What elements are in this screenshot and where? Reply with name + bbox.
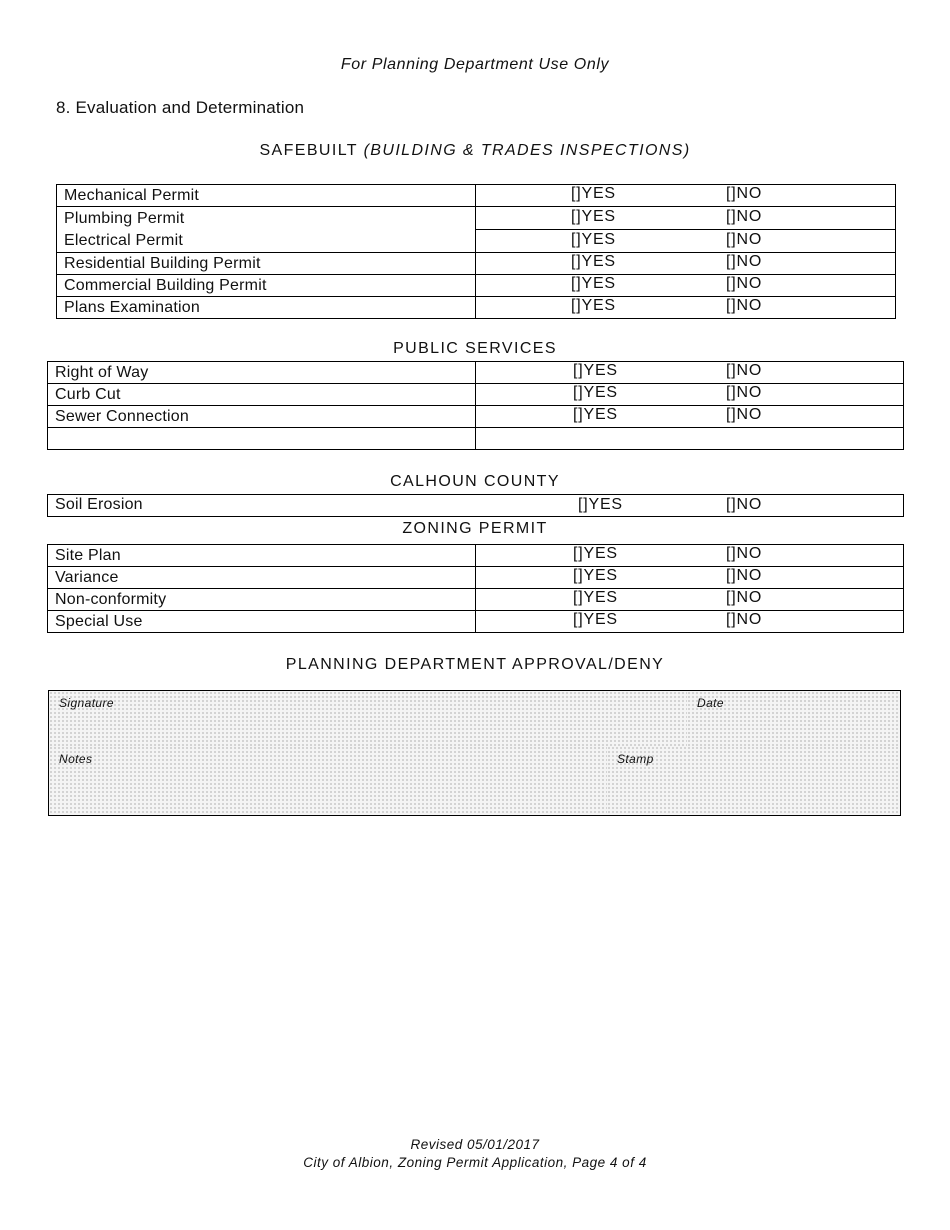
notes-field[interactable] bbox=[48, 746, 609, 816]
stamp-field[interactable] bbox=[607, 746, 901, 816]
yes-checkbox[interactable]: []YES bbox=[573, 384, 618, 401]
public-services-table bbox=[47, 361, 904, 450]
zoning-permit-table bbox=[47, 544, 904, 633]
safebuilt-title: SAFEBUILT bbox=[259, 142, 358, 159]
no-checkbox[interactable]: []NO bbox=[726, 496, 763, 513]
top-note: For Planning Department Use Only bbox=[340, 56, 610, 73]
yes-checkbox[interactable]: []YES bbox=[571, 297, 616, 314]
approval-title: PLANNING DEPARTMENT APPROVAL/DENY bbox=[285, 656, 665, 673]
safebuilt-table bbox=[56, 184, 896, 319]
no-checkbox[interactable]: []NO bbox=[726, 567, 763, 584]
yes-checkbox[interactable]: []YES bbox=[578, 496, 623, 513]
no-checkbox[interactable]: []NO bbox=[726, 589, 763, 606]
row-label: Variance bbox=[48, 567, 476, 589]
zoning-permit-title: ZONING PERMIT bbox=[402, 520, 548, 537]
no-checkbox[interactable]: []NO bbox=[726, 545, 763, 562]
no-checkbox[interactable]: []NO bbox=[726, 611, 763, 628]
date-label: Date bbox=[697, 696, 724, 710]
table-row bbox=[48, 495, 904, 517]
row-label: Plumbing Permit bbox=[64, 210, 185, 227]
section-title: 8. Evaluation and Determination bbox=[56, 98, 305, 117]
signature-label: Signature bbox=[59, 696, 114, 710]
yes-checkbox[interactable]: []YES bbox=[571, 230, 616, 248]
footer-revised: Revised 05/01/2017 bbox=[410, 1137, 540, 1152]
date-field[interactable] bbox=[687, 690, 901, 747]
signature-field[interactable] bbox=[48, 690, 689, 747]
row-label: Sewer Connection bbox=[48, 406, 476, 428]
row-label: Soil Erosion bbox=[55, 496, 143, 513]
row-label: Curb Cut bbox=[48, 384, 476, 406]
row-label: Residential Building Permit bbox=[57, 253, 476, 275]
yes-checkbox[interactable]: []YES bbox=[571, 275, 616, 292]
no-checkbox[interactable]: []NO bbox=[726, 253, 763, 270]
stamp-label: Stamp bbox=[617, 752, 654, 766]
notes-label: Notes bbox=[59, 752, 93, 766]
row-label: Site Plan bbox=[48, 545, 476, 567]
no-checkbox[interactable]: []NO bbox=[726, 384, 763, 401]
safebuilt-subtitle: (BUILDING & TRADES INSPECTIONS) bbox=[363, 142, 691, 159]
footer-page-info: City of Albion, Zoning Permit Application, Page 4 of 4 bbox=[303, 1155, 647, 1170]
row-label: Commercial Building Permit bbox=[57, 275, 476, 297]
no-checkbox[interactable]: []NO bbox=[726, 185, 763, 202]
yes-checkbox[interactable]: []YES bbox=[571, 185, 616, 202]
row-label: Special Use bbox=[48, 611, 476, 633]
table-row bbox=[57, 253, 896, 275]
table-row bbox=[48, 567, 904, 589]
yes-checkbox[interactable]: []YES bbox=[573, 545, 618, 562]
public-services-title: PUBLIC SERVICES bbox=[393, 340, 557, 357]
safebuilt-heading bbox=[0, 142, 950, 160]
table-row bbox=[48, 406, 904, 428]
no-checkbox[interactable]: []NO bbox=[726, 207, 763, 225]
yes-checkbox[interactable]: []YES bbox=[571, 253, 616, 270]
no-checkbox[interactable]: []NO bbox=[726, 362, 763, 379]
no-checkbox[interactable]: []NO bbox=[726, 275, 763, 292]
row-label: Plans Examination bbox=[57, 297, 476, 319]
calhoun-county-table bbox=[47, 494, 904, 517]
table-row bbox=[48, 545, 904, 567]
table-row bbox=[48, 589, 904, 611]
yes-checkbox[interactable]: []YES bbox=[573, 589, 618, 606]
row-label: Non-conformity bbox=[48, 589, 476, 611]
calhoun-county-title: CALHOUN COUNTY bbox=[390, 473, 560, 490]
yes-checkbox[interactable]: []YES bbox=[573, 611, 618, 628]
table-row bbox=[48, 611, 904, 633]
empty-cell[interactable] bbox=[476, 428, 904, 450]
yes-checkbox[interactable]: []YES bbox=[573, 406, 618, 423]
row-label: Right of Way bbox=[48, 362, 476, 384]
row-label: Electrical Permit bbox=[64, 232, 183, 249]
yes-checkbox[interactable]: []YES bbox=[573, 362, 618, 379]
no-checkbox[interactable]: []NO bbox=[726, 406, 763, 423]
table-row bbox=[57, 185, 896, 207]
table-row bbox=[57, 207, 896, 230]
table-row bbox=[48, 384, 904, 406]
no-checkbox[interactable]: []NO bbox=[726, 297, 763, 314]
yes-checkbox[interactable]: []YES bbox=[573, 567, 618, 584]
table-row bbox=[57, 297, 896, 319]
no-checkbox[interactable]: []NO bbox=[726, 230, 763, 248]
table-row bbox=[48, 362, 904, 384]
row-label: Mechanical Permit bbox=[57, 185, 476, 207]
empty-cell[interactable] bbox=[48, 428, 476, 450]
yes-checkbox[interactable]: []YES bbox=[571, 207, 616, 225]
table-row bbox=[57, 275, 896, 297]
table-row-empty bbox=[48, 428, 904, 450]
